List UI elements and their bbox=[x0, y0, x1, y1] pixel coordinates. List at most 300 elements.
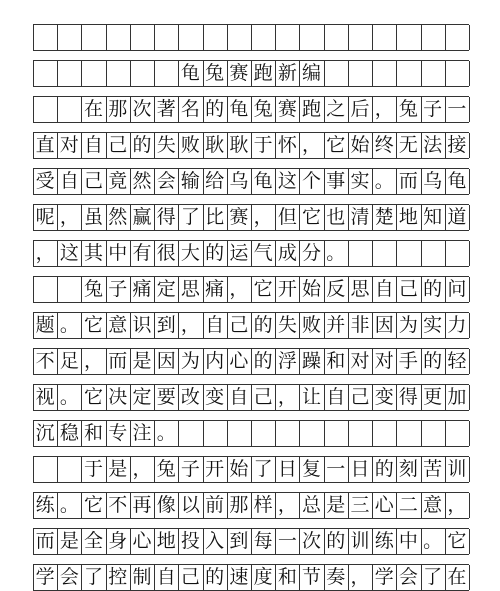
empty-grid-cell bbox=[348, 421, 372, 446]
handwritten-character: 输 bbox=[180, 170, 200, 192]
handwritten-character: 兔 bbox=[156, 458, 176, 480]
handwritten-character: 的 bbox=[205, 566, 225, 588]
handwritten-character: 稳 bbox=[59, 422, 79, 444]
handwritten-character: ， bbox=[277, 386, 297, 408]
handwritten-character: 始 bbox=[350, 134, 370, 156]
handwritten-character: 虽 bbox=[84, 206, 104, 228]
handwritten-character: 成 bbox=[277, 242, 297, 264]
handwritten-character: 它 bbox=[447, 530, 467, 552]
title-row bbox=[33, 60, 469, 87]
text-row bbox=[33, 204, 469, 231]
handwritten-character: 学 bbox=[374, 566, 394, 588]
handwritten-character: 实 bbox=[350, 170, 370, 192]
handwritten-character: 个 bbox=[302, 170, 322, 192]
handwritten-character: 知 bbox=[423, 206, 443, 228]
handwritten-character: 那 bbox=[108, 98, 128, 120]
handwritten-character: 内 bbox=[205, 350, 225, 372]
grid-line bbox=[469, 385, 470, 410]
grid-line bbox=[469, 493, 470, 518]
text-row bbox=[33, 240, 469, 267]
handwritten-character: 加 bbox=[447, 386, 467, 408]
handwritten-character: ， bbox=[132, 458, 152, 480]
handwritten-character: 。 bbox=[423, 530, 443, 552]
handwritten-character: 刻 bbox=[398, 458, 418, 480]
title-character: 赛 bbox=[229, 62, 249, 84]
grid-line bbox=[469, 277, 470, 302]
handwritten-character: 会 bbox=[156, 170, 176, 192]
handwritten-character: 气 bbox=[253, 242, 273, 264]
handwritten-character: 次 bbox=[132, 98, 152, 120]
handwritten-character: 练 bbox=[374, 530, 394, 552]
handwritten-character: 于 bbox=[84, 458, 104, 480]
handwritten-character: 并 bbox=[326, 314, 346, 336]
handwritten-character: 跑 bbox=[302, 98, 322, 120]
empty-grid-cell bbox=[324, 61, 348, 86]
empty-grid-cell bbox=[251, 25, 275, 50]
grid-line bbox=[469, 97, 470, 122]
handwritten-character: 让 bbox=[302, 386, 322, 408]
handwritten-character: 给 bbox=[205, 170, 225, 192]
handwritten-character: 这 bbox=[59, 242, 79, 264]
handwritten-character: 要 bbox=[156, 386, 176, 408]
handwritten-character: 这 bbox=[277, 170, 297, 192]
empty-grid-cell bbox=[421, 25, 445, 50]
handwritten-character: 专 bbox=[108, 422, 128, 444]
handwritten-character: 分 bbox=[302, 242, 322, 264]
title-character: 兔 bbox=[205, 62, 225, 84]
handwritten-character: 大 bbox=[180, 242, 200, 264]
handwritten-character: 道 bbox=[447, 206, 467, 228]
handwritten-character: 然 bbox=[108, 206, 128, 228]
grid-line bbox=[469, 313, 470, 338]
handwritten-character: 日 bbox=[350, 458, 370, 480]
empty-grid-cell bbox=[106, 25, 130, 50]
empty-grid-cell bbox=[396, 25, 420, 50]
handwritten-character: 而 bbox=[35, 530, 55, 552]
handwritten-character: 到 bbox=[229, 530, 249, 552]
empty-grid-cell bbox=[421, 61, 445, 86]
handwritten-character: 自 bbox=[326, 386, 346, 408]
empty-grid-cell bbox=[421, 241, 445, 266]
empty-grid-cell bbox=[372, 25, 396, 50]
handwritten-character: 后 bbox=[350, 98, 370, 120]
empty-grid-cell bbox=[33, 61, 57, 86]
handwritten-character: 投 bbox=[180, 530, 200, 552]
handwritten-character: 对 bbox=[350, 350, 370, 372]
handwritten-character: 它 bbox=[302, 206, 322, 228]
empty-grid-cell bbox=[445, 241, 469, 266]
handwritten-character: 赢 bbox=[132, 206, 152, 228]
handwritten-character: 始 bbox=[302, 278, 322, 300]
handwritten-character: ， bbox=[84, 350, 104, 372]
handwritten-character: 速 bbox=[229, 566, 249, 588]
text-row bbox=[33, 492, 469, 519]
handwritten-character: 龟 bbox=[253, 170, 273, 192]
handwritten-character: 一 bbox=[447, 98, 467, 120]
grid-line bbox=[469, 133, 470, 158]
handwritten-character: 更 bbox=[423, 386, 443, 408]
text-row bbox=[33, 96, 469, 123]
empty-grid-cell bbox=[445, 421, 469, 446]
handwritten-character: 决 bbox=[108, 386, 128, 408]
handwritten-character: 二 bbox=[398, 494, 418, 516]
handwritten-character: 的 bbox=[374, 458, 394, 480]
handwritten-character: 非 bbox=[350, 314, 370, 336]
handwritten-character: 龟 bbox=[229, 98, 249, 120]
handwritten-character: 接 bbox=[447, 134, 467, 156]
handwritten-character: 自 bbox=[374, 278, 394, 300]
handwritten-character: 身 bbox=[108, 530, 128, 552]
grid-line bbox=[469, 61, 470, 86]
empty-grid-cell bbox=[178, 421, 202, 446]
handwritten-character: 事 bbox=[326, 170, 346, 192]
handwritten-character: 中 bbox=[108, 242, 128, 264]
title-character: 跑 bbox=[253, 62, 273, 84]
handwritten-character: 自 bbox=[59, 170, 79, 192]
handwritten-character: 以 bbox=[180, 494, 200, 516]
empty-grid-cell bbox=[33, 25, 57, 50]
handwritten-character: 然 bbox=[132, 170, 152, 192]
empty-grid-cell bbox=[275, 25, 299, 50]
handwritten-character: 了 bbox=[423, 566, 443, 588]
handwritten-character: 法 bbox=[423, 134, 443, 156]
empty-grid-cell bbox=[275, 421, 299, 446]
handwritten-character: 怀 bbox=[277, 134, 297, 156]
handwritten-character: 题 bbox=[35, 314, 55, 336]
handwritten-character: 反 bbox=[326, 278, 346, 300]
handwritten-character: 和 bbox=[326, 350, 346, 372]
handwritten-character: 苦 bbox=[423, 458, 443, 480]
handwritten-character: 。 bbox=[374, 170, 394, 192]
handwritten-character: 因 bbox=[374, 314, 394, 336]
handwritten-character: ， bbox=[447, 494, 467, 516]
text-row bbox=[33, 420, 469, 447]
empty-grid-cell bbox=[396, 241, 420, 266]
handwritten-character: 总 bbox=[302, 494, 322, 516]
empty-grid-cell bbox=[154, 25, 178, 50]
handwritten-character: 定 bbox=[132, 386, 152, 408]
handwritten-character: 兔 bbox=[84, 278, 104, 300]
empty-grid-cell bbox=[396, 421, 420, 446]
empty-grid-cell bbox=[372, 61, 396, 86]
handwritten-character: 而 bbox=[398, 170, 418, 192]
handwritten-character: 练 bbox=[35, 494, 55, 516]
handwritten-character: 入 bbox=[205, 530, 225, 552]
handwritten-character: 为 bbox=[180, 350, 200, 372]
handwritten-character: 子 bbox=[180, 458, 200, 480]
handwritten-character: 度 bbox=[253, 566, 273, 588]
handwritten-character: 力 bbox=[447, 314, 467, 336]
empty-grid-cell bbox=[57, 277, 81, 302]
handwritten-character: 自 bbox=[229, 386, 249, 408]
handwritten-character: 楚 bbox=[374, 206, 394, 228]
handwritten-character: 奏 bbox=[326, 566, 346, 588]
handwritten-character: 和 bbox=[277, 566, 297, 588]
handwritten-character: ， bbox=[302, 134, 322, 156]
handwritten-character: 无 bbox=[398, 134, 418, 156]
text-row bbox=[33, 168, 469, 195]
text-row bbox=[33, 564, 469, 591]
handwritten-character: 己 bbox=[253, 386, 273, 408]
text-row bbox=[33, 348, 469, 375]
handwritten-character: 痛 bbox=[132, 278, 152, 300]
handwritten-character: 。 bbox=[156, 422, 176, 444]
handwritten-character: 受 bbox=[35, 170, 55, 192]
handwritten-character: 问 bbox=[447, 278, 467, 300]
text-row bbox=[33, 276, 469, 303]
handwritten-character: 败 bbox=[180, 134, 200, 156]
handwritten-character: 但 bbox=[277, 206, 297, 228]
handwritten-character: 是 bbox=[59, 530, 79, 552]
handwritten-character: 训 bbox=[447, 458, 467, 480]
handwritten-character: ， bbox=[350, 566, 370, 588]
handwritten-character: 浮 bbox=[277, 350, 297, 372]
empty-grid-cell bbox=[445, 61, 469, 86]
empty-grid-cell bbox=[348, 25, 372, 50]
handwritten-character: 的 bbox=[253, 314, 273, 336]
grid-line bbox=[469, 457, 470, 482]
handwritten-character: 像 bbox=[156, 494, 176, 516]
empty-grid-cell bbox=[33, 277, 57, 302]
handwritten-character: 对 bbox=[374, 350, 394, 372]
handwritten-character: 清 bbox=[350, 206, 370, 228]
handwritten-character: 再 bbox=[132, 494, 152, 516]
handwritten-character: 是 bbox=[326, 494, 346, 516]
handwritten-character: 子 bbox=[423, 98, 443, 120]
empty-grid-cell bbox=[203, 25, 227, 50]
handwritten-character: 前 bbox=[205, 494, 225, 516]
handwritten-character: 自 bbox=[205, 314, 225, 336]
handwritten-character: 的 bbox=[205, 98, 225, 120]
handwritten-character: 意 bbox=[423, 494, 443, 516]
handwritten-character: 竟 bbox=[108, 170, 128, 192]
handwritten-character: 地 bbox=[398, 206, 418, 228]
blank-grid-row bbox=[33, 24, 469, 51]
handwritten-character: 足 bbox=[59, 350, 79, 372]
empty-grid-cell bbox=[33, 457, 57, 482]
handwritten-character: 其 bbox=[84, 242, 104, 264]
empty-grid-cell bbox=[130, 61, 154, 86]
empty-grid-cell bbox=[227, 421, 251, 446]
empty-grid-cell bbox=[372, 241, 396, 266]
title-character: 新 bbox=[277, 62, 297, 84]
handwritten-character: 它 bbox=[326, 134, 346, 156]
empty-grid-cell bbox=[324, 421, 348, 446]
handwritten-character: ， bbox=[253, 206, 273, 228]
handwritten-character: 它 bbox=[253, 278, 273, 300]
handwritten-character: 己 bbox=[398, 278, 418, 300]
handwritten-character: 定 bbox=[156, 278, 176, 300]
handwritten-character: 而 bbox=[108, 350, 128, 372]
handwritten-character: 子 bbox=[108, 278, 128, 300]
handwritten-character: ， bbox=[374, 98, 394, 120]
handwritten-character: 会 bbox=[59, 566, 79, 588]
handwritten-character: 因 bbox=[156, 350, 176, 372]
empty-grid-cell bbox=[299, 421, 323, 446]
handwritten-character: 变 bbox=[374, 386, 394, 408]
handwritten-character: 控 bbox=[108, 566, 128, 588]
handwritten-character: ， bbox=[277, 494, 297, 516]
handwritten-character: 耿 bbox=[229, 134, 249, 156]
empty-grid-cell bbox=[445, 25, 469, 50]
handwritten-character: 和 bbox=[84, 422, 104, 444]
handwritten-character: 己 bbox=[229, 314, 249, 336]
handwritten-character: 在 bbox=[447, 566, 467, 588]
handwritten-character: 的 bbox=[253, 350, 273, 372]
handwritten-character: ， bbox=[35, 242, 55, 264]
handwritten-character: 比 bbox=[205, 206, 225, 228]
handwritten-character: 心 bbox=[132, 530, 152, 552]
handwritten-character: 运 bbox=[229, 242, 249, 264]
handwritten-character: 不 bbox=[35, 350, 55, 372]
handwritten-character: 视 bbox=[35, 386, 55, 408]
handwritten-character: 的 bbox=[205, 242, 225, 264]
handwritten-character: 赛 bbox=[229, 206, 249, 228]
handwritten-character: 名 bbox=[180, 98, 200, 120]
handwritten-character: 也 bbox=[326, 206, 346, 228]
handwritten-character: 注 bbox=[132, 422, 152, 444]
handwritten-character: 复 bbox=[302, 458, 322, 480]
empty-grid-cell bbox=[130, 25, 154, 50]
empty-grid-cell bbox=[203, 421, 227, 446]
text-row bbox=[33, 384, 469, 411]
handwritten-character: 有 bbox=[132, 242, 152, 264]
handwritten-character: 心 bbox=[229, 350, 249, 372]
empty-grid-cell bbox=[57, 97, 81, 122]
handwritten-character: 会 bbox=[398, 566, 418, 588]
handwritten-character: 思 bbox=[350, 278, 370, 300]
handwritten-character: 对 bbox=[59, 134, 79, 156]
handwritten-character: 训 bbox=[350, 530, 370, 552]
grid-line bbox=[469, 241, 470, 266]
grid-line bbox=[469, 421, 470, 446]
handwritten-character: 兔 bbox=[398, 98, 418, 120]
empty-grid-cell bbox=[251, 421, 275, 446]
handwritten-character: 兔 bbox=[253, 98, 273, 120]
handwritten-character: 的 bbox=[326, 530, 346, 552]
handwritten-character: 。 bbox=[59, 494, 79, 516]
handwritten-character: 在 bbox=[84, 98, 104, 120]
handwritten-character: 不 bbox=[108, 494, 128, 516]
empty-grid-cell bbox=[348, 241, 372, 266]
handwritten-character: 之 bbox=[326, 98, 346, 120]
handwritten-character: 中 bbox=[398, 530, 418, 552]
empty-grid-cell bbox=[299, 25, 323, 50]
handwritten-character: 节 bbox=[302, 566, 322, 588]
handwritten-character: 失 bbox=[156, 134, 176, 156]
title-character: 编 bbox=[302, 62, 322, 84]
text-row bbox=[33, 528, 469, 555]
empty-grid-cell bbox=[81, 61, 105, 86]
handwritten-character: 到 bbox=[156, 314, 176, 336]
handwritten-character: 轻 bbox=[447, 350, 467, 372]
handwritten-character: 意 bbox=[108, 314, 128, 336]
handwritten-character: 于 bbox=[253, 134, 273, 156]
handwritten-character: 全 bbox=[84, 530, 104, 552]
empty-grid-cell bbox=[106, 61, 130, 86]
handwritten-character: 己 bbox=[180, 566, 200, 588]
handwritten-character: 著 bbox=[156, 98, 176, 120]
empty-grid-cell bbox=[57, 25, 81, 50]
grid-line bbox=[469, 565, 470, 590]
handwritten-character: ， bbox=[59, 206, 79, 228]
handwritten-character: 的 bbox=[423, 350, 443, 372]
empty-grid-cell bbox=[421, 421, 445, 446]
text-row bbox=[33, 132, 469, 159]
handwritten-character: 得 bbox=[156, 206, 176, 228]
handwritten-character: 沉 bbox=[35, 422, 55, 444]
handwritten-character: 自 bbox=[156, 566, 176, 588]
empty-grid-cell bbox=[81, 25, 105, 50]
handwritten-character: 手 bbox=[398, 350, 418, 372]
handwritten-character: 思 bbox=[180, 278, 200, 300]
handwritten-character: 它 bbox=[84, 314, 104, 336]
handwritten-character: 。 bbox=[59, 386, 79, 408]
empty-grid-cell bbox=[372, 421, 396, 446]
handwritten-character: 了 bbox=[180, 206, 200, 228]
handwritten-character: 了 bbox=[253, 458, 273, 480]
handwritten-character: 次 bbox=[302, 530, 322, 552]
handwritten-character: ， bbox=[229, 278, 249, 300]
handwritten-character: 改 bbox=[180, 386, 200, 408]
handwritten-character: 是 bbox=[108, 458, 128, 480]
handwritten-character: 它 bbox=[84, 386, 104, 408]
text-row bbox=[33, 312, 469, 339]
handwritten-character: 是 bbox=[132, 350, 152, 372]
handwritten-character: 呢 bbox=[35, 206, 55, 228]
empty-grid-cell bbox=[227, 25, 251, 50]
handwritten-character: 躁 bbox=[302, 350, 322, 372]
handwritten-character: 自 bbox=[84, 134, 104, 156]
handwritten-character: 三 bbox=[350, 494, 370, 516]
title-character: 龟 bbox=[180, 62, 200, 84]
handwritten-character: 变 bbox=[205, 386, 225, 408]
handwritten-character: 得 bbox=[398, 386, 418, 408]
handwritten-character: 直 bbox=[35, 134, 55, 156]
handwritten-character: 心 bbox=[374, 494, 394, 516]
empty-grid-cell bbox=[324, 25, 348, 50]
handwritten-character: 每 bbox=[253, 530, 273, 552]
grid-line bbox=[469, 25, 470, 50]
handwritten-character: 开 bbox=[205, 458, 225, 480]
handwritten-character: 制 bbox=[132, 566, 152, 588]
handwritten-character: 赛 bbox=[277, 98, 297, 120]
handwritten-character: 开 bbox=[277, 278, 297, 300]
handwritten-character: 终 bbox=[374, 134, 394, 156]
handwritten-character: 。 bbox=[326, 242, 346, 264]
empty-grid-cell bbox=[348, 61, 372, 86]
handwritten-character: 地 bbox=[156, 530, 176, 552]
handwritten-character: 一 bbox=[326, 458, 346, 480]
handwritten-character: 样 bbox=[253, 494, 273, 516]
handwritten-character: 的 bbox=[132, 134, 152, 156]
grid-line bbox=[469, 205, 470, 230]
handwritten-character: 败 bbox=[302, 314, 322, 336]
handwritten-character: 己 bbox=[84, 170, 104, 192]
handwritten-character: 乌 bbox=[229, 170, 249, 192]
grid-line bbox=[469, 349, 470, 374]
handwritten-character: 。 bbox=[59, 314, 79, 336]
handwritten-character: 乌 bbox=[423, 170, 443, 192]
handwritten-character: 那 bbox=[229, 494, 249, 516]
empty-grid-cell bbox=[57, 457, 81, 482]
handwritten-character: 识 bbox=[132, 314, 152, 336]
handwritten-character: 实 bbox=[423, 314, 443, 336]
handwritten-character: 痛 bbox=[205, 278, 225, 300]
handwritten-character: 始 bbox=[229, 458, 249, 480]
text-row bbox=[33, 456, 469, 483]
handwritten-character: 很 bbox=[156, 242, 176, 264]
